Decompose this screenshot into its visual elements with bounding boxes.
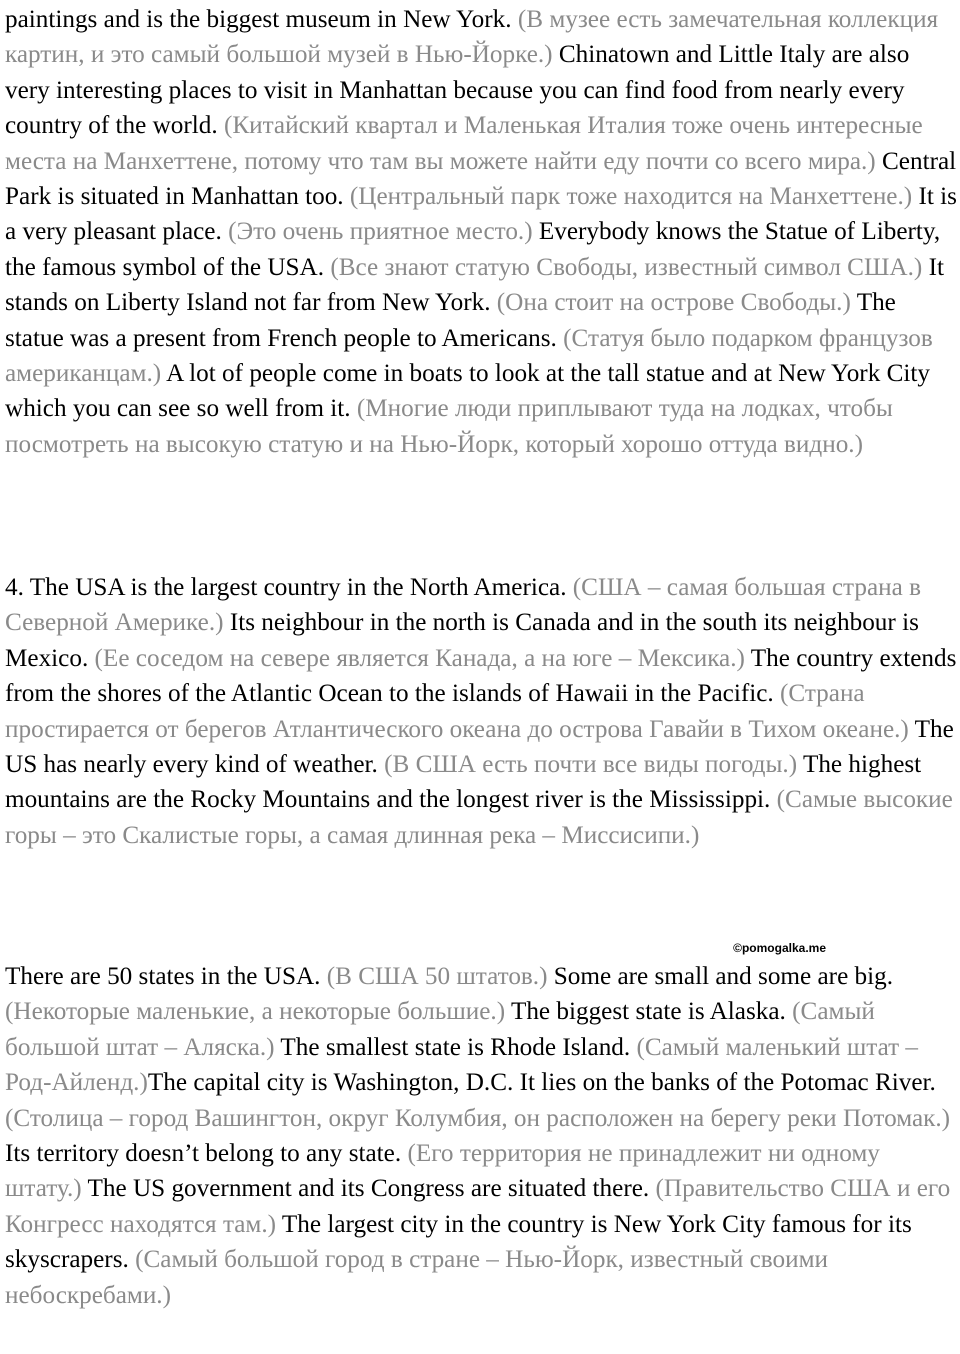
russian-translation: (Самый большой город в стране – Нью-Йорк, известный своими небоскребами.) xyxy=(5,1246,829,1309)
paragraph-usa-states xyxy=(5,959,957,1313)
english-sentence: The smallest state is Rhode Island. xyxy=(280,1033,637,1061)
russian-translation: (В США есть почти все виды погоды.) xyxy=(384,751,803,779)
russian-translation: (Самый маленький штат – Род-Айленд.) xyxy=(5,1033,918,1097)
english-sentence: It stands on Liberty Island not far from New York. xyxy=(5,253,944,317)
russian-translation: (Самые высокие горы – это Скалистые горы, а самая длинная река – Миссисипи.) xyxy=(5,786,953,849)
english-sentence: The capital city is Washington, D.C. It lies on the banks of the Potomac River. xyxy=(147,1069,936,1097)
english-sentence: Its territory doesn’t belong to any state. xyxy=(5,1140,408,1168)
english-sentence: The country extends from the shores of the Atlantic Ocean to the islands of Hawaii in the Pacific. xyxy=(5,644,957,708)
english-sentence: A lot of people come in boats to look at the tall statue and at New York City which you can see so well from it. xyxy=(5,360,930,423)
russian-translation: (Она стоит на острове Свободы.) xyxy=(496,289,857,317)
english-sentence: It is a very pleasant place. xyxy=(5,183,957,246)
russian-translation: (Многие люди приплывают туда на лодках, чтобы посмотреть на высокую статую и на Нью-Йорк, который хорошо оттуда видно.) xyxy=(5,395,893,458)
english-sentence: Its neighbour in the north is Canada and in the south its neighbour is Mexico. xyxy=(5,609,919,672)
english-sentence: Some are small and some are big. xyxy=(553,963,894,990)
english-sentence: Everybody knows the Statue of Liberty, the famous symbol of the USA. xyxy=(5,218,941,281)
english-sentence: Central Park is situated in Manhattan too. xyxy=(5,147,957,211)
english-sentence: The biggest state is Alaska. xyxy=(510,998,793,1026)
english-sentence: paintings and is the biggest museum in New York. xyxy=(5,6,518,33)
russian-translation: (Китайский квартал и Маленькая Италия тоже очень интересные места на Манхеттене, потому что там вы можете найти еду почти со всего мира.) xyxy=(5,112,923,175)
russian-translation: (Некоторые маленькие, а некоторые большие.) xyxy=(5,998,511,1026)
russian-translation: (Самый большой штат – Аляска.) xyxy=(5,998,875,1061)
russian-translation: (В музее есть замечательная коллекция картин, и это самый большой музей в Нью-Йорке.) xyxy=(5,6,939,69)
russian-translation: (Все знают статую Свободы, известный символ США.) xyxy=(330,253,929,281)
english-sentence: The US has nearly every kind of weather. xyxy=(5,715,954,779)
english-sentence: 4. The USA is the largest country in the North America. xyxy=(5,574,573,601)
russian-translation: (Центральный парк тоже находится на Манхеттене.) xyxy=(349,183,919,211)
russian-translation: (Его территория не принадлежит ни одному штату.) xyxy=(5,1140,880,1203)
russian-translation: (Столица – город Вашингтон, округ Колумбия, он расположен на берегу реки Потомак.) xyxy=(5,1104,951,1132)
russian-translation: (Ее соседом на севере является Канада, а на юге – Мексика.) xyxy=(94,644,751,672)
english-sentence: The US government and its Congress are situated there. xyxy=(87,1175,656,1203)
english-sentence: There are 50 states in the USA. xyxy=(5,963,327,990)
english-sentence: The largest city in the country is New York City famous for its skyscrapers. xyxy=(5,1210,912,1274)
russian-translation: (В США 50 штатов.) xyxy=(326,963,554,990)
russian-translation: (Статуя было подарком французов американцам.) xyxy=(5,324,933,388)
watermark-text: ©pomogalka.me xyxy=(733,941,826,955)
russian-translation: (Это очень приятное место.) xyxy=(228,218,539,246)
paragraph-manhattan xyxy=(5,2,957,462)
english-sentence: The statue was a present from French people to Americans. xyxy=(5,289,896,352)
english-sentence: Chinatown and Little Italy are also very interesting places to visit in Manhattan because you can find food from nearly every country of the world. xyxy=(5,41,910,140)
paragraph-usa-geography xyxy=(5,570,957,853)
russian-translation: (США – самая большая страна в Северной Америке.) xyxy=(5,574,921,637)
russian-translation: (Страна простирается от берегов Атлантического океана до острова Гавайи в Тихом океане.) xyxy=(5,680,915,743)
english-sentence: The highest mountains are the Rocky Mountains and the longest river is the Mississippi. xyxy=(5,751,922,814)
russian-translation: (Правительство США и его Конгресс находятся там.) xyxy=(5,1175,951,1238)
